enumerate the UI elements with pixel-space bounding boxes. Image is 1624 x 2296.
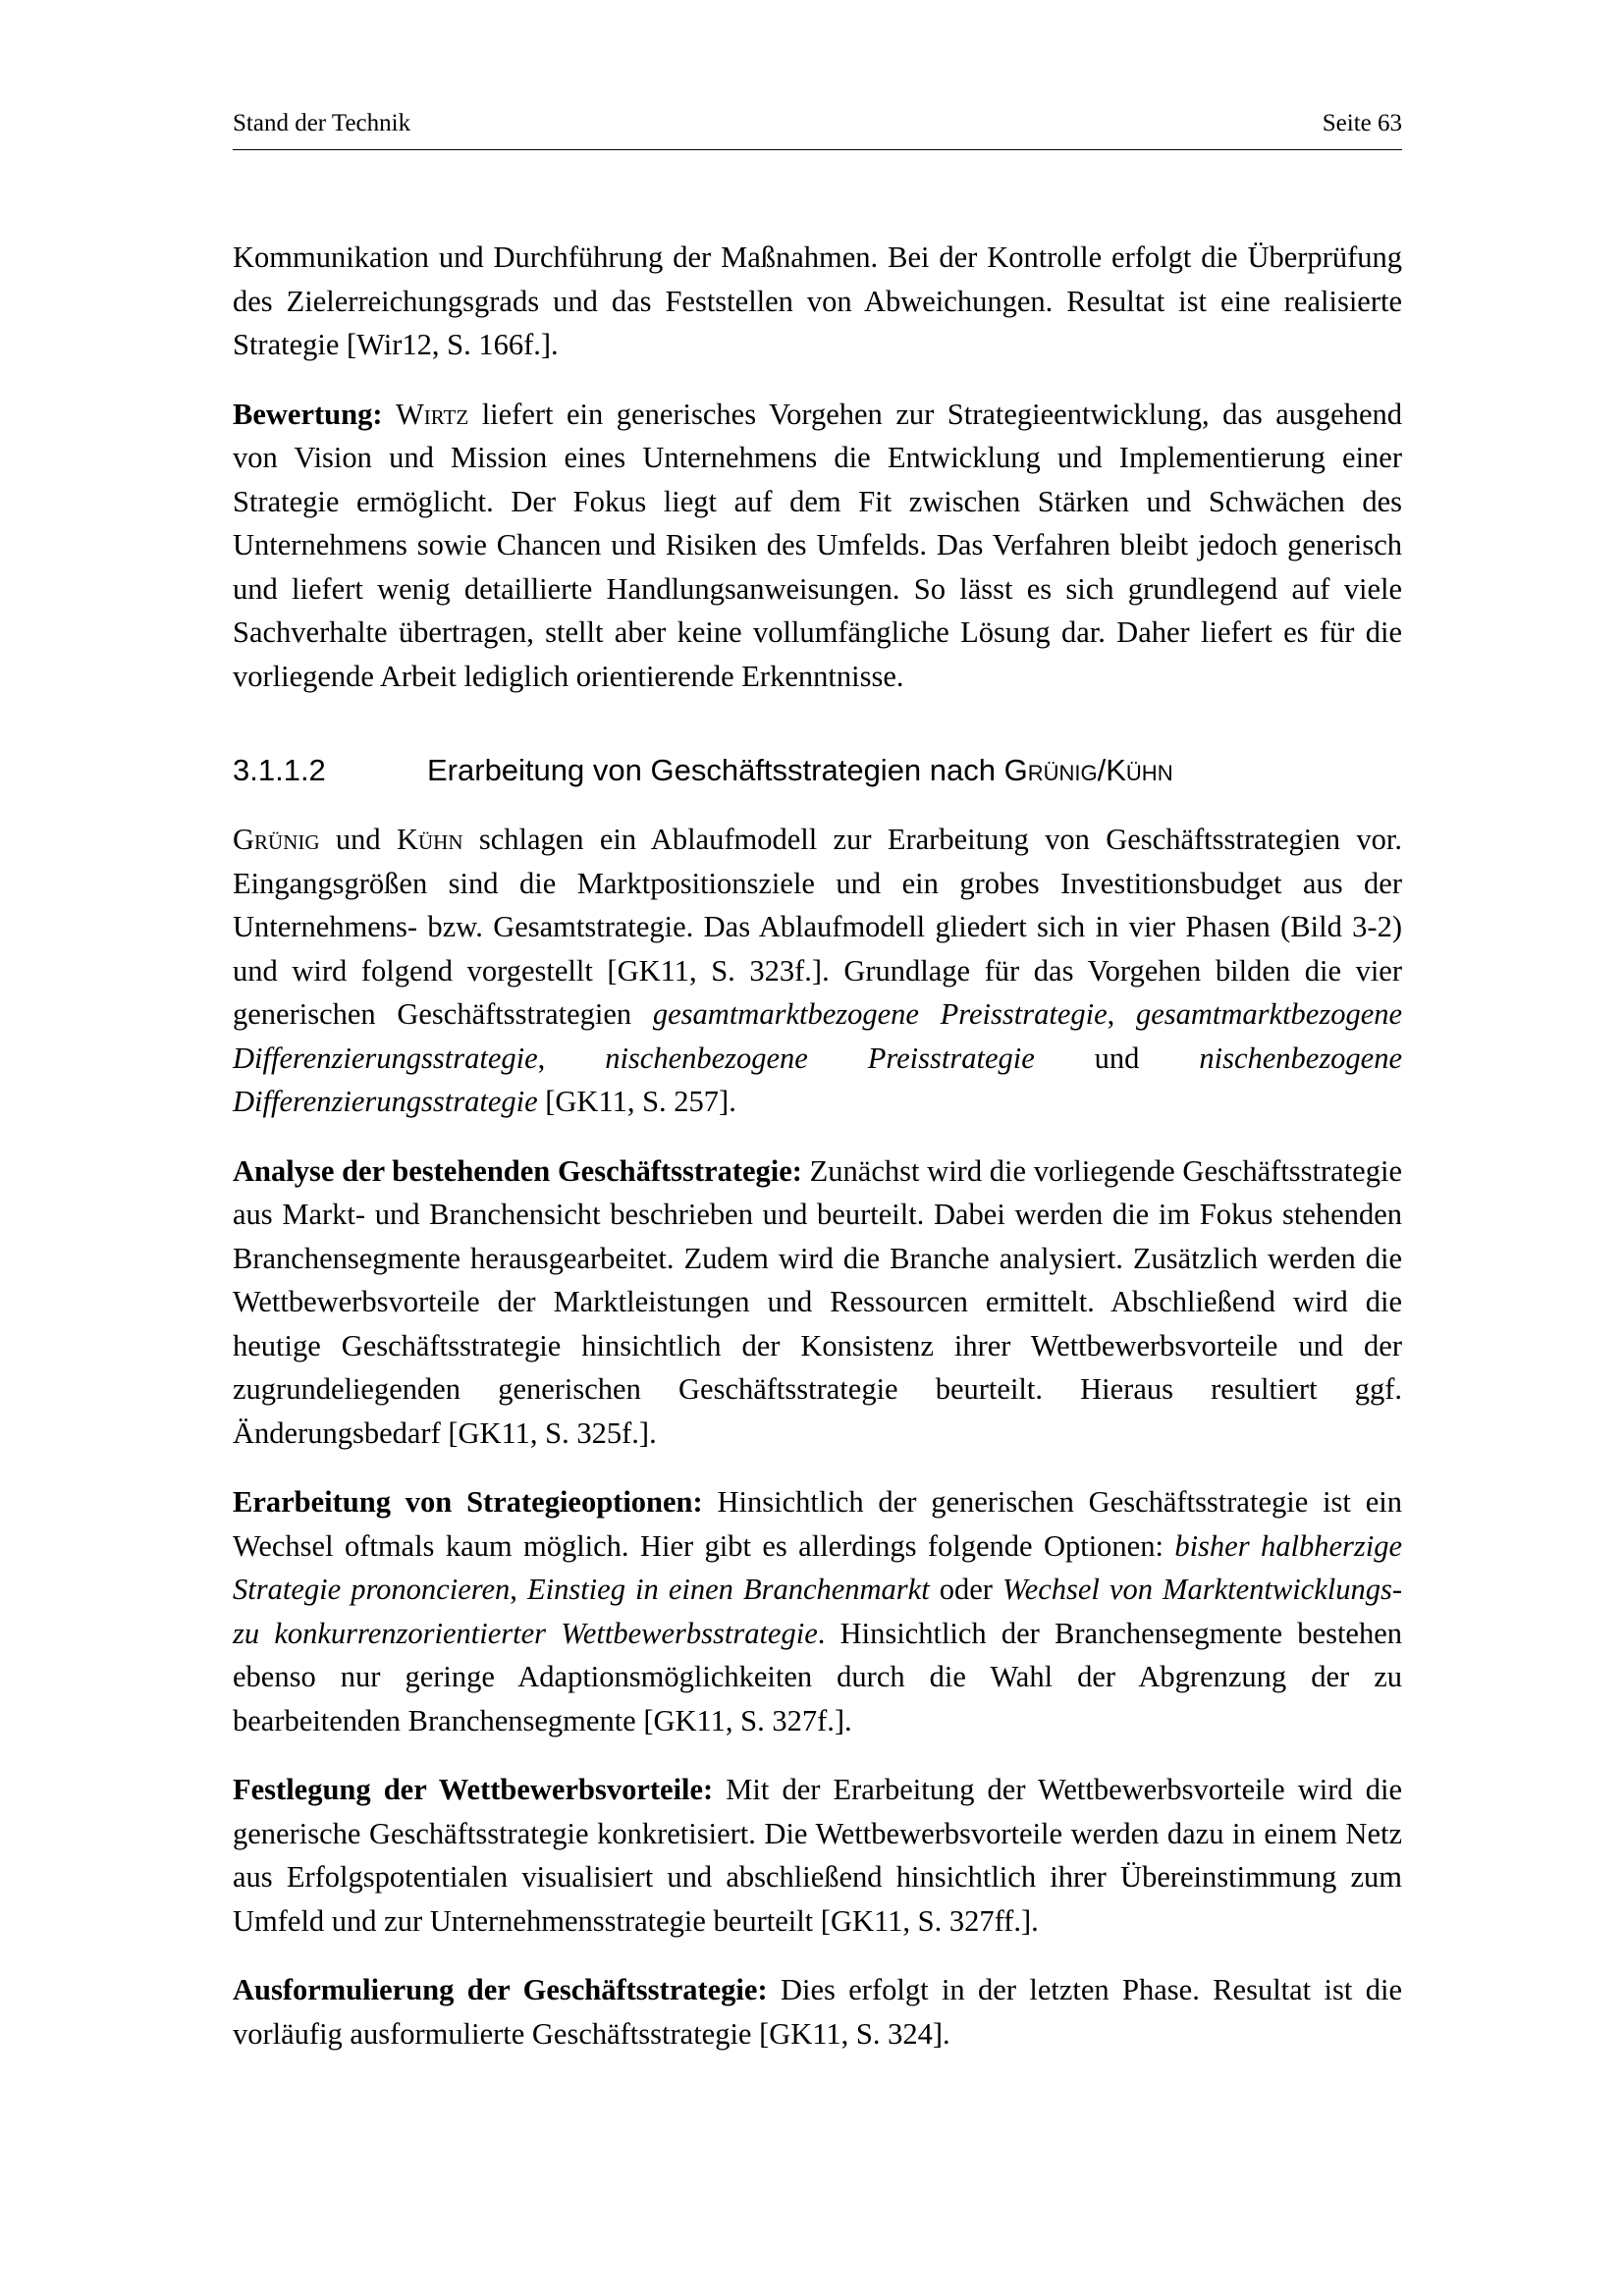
italic-term: nischenbezogene Preisstrategie <box>605 1041 1035 1075</box>
italic-term: gesamtmarktbezogene Preisstrategie <box>652 997 1108 1031</box>
paragraph-wettbewerbsvorteile <box>233 1768 1402 1943</box>
paragraph-text: Dies erfolgt in der letzten Phase. Resultat ist die vorläufig ausformulierte Geschäftsstrategie [GK11, S. 324]. <box>233 1973 1402 2051</box>
author-name: Wirtz <box>396 397 469 431</box>
italic-term: bisher halbherzige Strategie prononcieren <box>233 1528 1402 1606</box>
paragraph-ausformulierung <box>233 1968 1402 2056</box>
text-run: und <box>319 823 397 856</box>
paragraph-optionen <box>233 1480 1402 1742</box>
section-title: Erarbeitung von Geschäftsstrategien nach <box>427 753 1004 787</box>
text-run: . Hinsichtlich der Branchensegmente bestehen ebenso nur geringe Adaptionsmöglichkeiten durch die Wahl der Abgrenzung der zu bearbeitenden Branchensegmente [GK11, S. 327f.]. <box>233 1616 1403 1737</box>
page-header <box>233 110 1402 150</box>
paragraph-text: Kommunikation und Durchführung der Maßnahmen. Bei der Kontrolle erfolgt die Überprüfung des Zielerreichungsgrads und das Feststellen von Abweichungen. Resultat ist eine realisierte Strategie [Wir12, S. 166f.]. <box>233 240 1402 361</box>
running-title: Stand der Technik <box>233 110 411 136</box>
text-run: , <box>510 1573 527 1606</box>
text-run: , <box>537 1041 606 1075</box>
section-authors: Grünig/Kühn <box>1003 753 1173 787</box>
paragraph-continuation <box>233 236 1402 367</box>
text-run: Hinsichtlich der generischen Geschäftsstrategie ist ein Wechsel oftmals kaum möglich. Hier gibt es allerdings folgende Optionen: <box>233 1485 1402 1563</box>
text-run: schlagen ein Ablaufmodell zur Erarbeitung von Geschäftsstrategien vor. Eingangsgrößen sind die Marktpositionsziele und ein grobes Investitionsbudget aus der Unternehmens- bzw. Gesamtstrategie. Das Ablaufmodell gliedert sich in vier Phasen (Bild 3-2) und wird folgend vorgestellt [GK11, S. 323f.]. Grundlage für das Vorgehen bilden die vier generischen Geschäftsstrategien <box>233 823 1403 1031</box>
italic-term: Wechsel von Marktentwicklungs- zu konkurrenzorientierter Wettbewerbsstrategie <box>233 1573 1402 1650</box>
paragraph-label: Erarbeitung von Strategieoptionen: <box>233 1485 703 1519</box>
section-heading <box>233 749 1402 792</box>
paragraph-label: Bewertung: <box>233 397 383 431</box>
paragraph-analyse <box>233 1149 1402 1456</box>
section-number: 3.1.1.2 <box>233 753 326 787</box>
text-run: oder <box>929 1573 1003 1606</box>
paragraph-label: Analyse der bestehenden Geschäftsstrategie: <box>233 1153 802 1188</box>
text-run: und <box>1034 1041 1200 1075</box>
author-name: Kühn <box>396 823 463 856</box>
paragraph-label: Ausformulierung der Geschäftsstrategie: <box>233 1973 768 2006</box>
paragraph-text: Zunächst wird die vorliegende Geschäftsstrategie aus Markt- und Branchensicht beschrieben und beurteilt. Dabei werden die im Fokus stehenden Branchensegmente herausgearbeitet. Zudem wird die Branche analysiert. Zusätzlich werden die Wettbewerbsvorteile der Marktleistungen und Ressourcen ermittelt. Abschließend wird die heutige Geschäftsstrategie hinsichtlich der Konsistenz ihrer Wettbewerbsvorteile und der zugrundeliegenden generischen Geschäftsstrategie beurteilt. Hieraus resultiert ggf. Änderungsbedarf [GK11, S. 325f.]. <box>233 1153 1402 1450</box>
italic-term: gesamtmarktbezogene Differenzierungsstrategie <box>233 997 1403 1075</box>
paragraph-text: Mit der Erarbeitung der Wettbewerbsvorteile wird die generische Geschäftsstrategie konkretisiert. Die Wettbewerbsvorteile werden dazu in einem Netz aus Erfolgspotentialen visualisiert und abschließend hinsichtlich ihrer Übereinstimmung zum Umfeld und zur Unternehmensstrategie beurteilt [GK11, S. 327ff.]. <box>233 1773 1402 1938</box>
text-run: , <box>1107 997 1136 1031</box>
paragraph-text: liefert ein generisches Vorgehen zur Strategieentwicklung, das ausgehend von Vision und Mission eines Unternehmens die Entwicklung und Implementierung einer Strategie ermöglicht. Der Fokus liegt auf dem Fit zwischen Stärken und Schwächen des Unternehmens sowie Chancen und Risiken des Umfelds. Das Verfahren bleibt jedoch generisch und liefert wenig detaillierte Handlungsanweisungen. So lässt es sich grundlegend auf viele Sachverhalte übertragen, stellt aber keine vollumfängliche Lösung dar. Daher liefert es für die vorliegende Arbeit lediglich orientierende Erkenntnisse. <box>233 397 1402 693</box>
paragraph-bewertung <box>233 393 1402 699</box>
page-number: Seite 63 <box>1322 110 1402 136</box>
page-body <box>233 236 1402 2081</box>
text-run: [GK11, S. 257]. <box>537 1085 736 1118</box>
italic-term: nischenbezogene Differenzierungsstrategie <box>233 1041 1403 1118</box>
paragraph-label: Festlegung der Wettbewerbsvorteile: <box>233 1773 714 1806</box>
paragraph-intro <box>233 818 1402 1124</box>
author-name: Grünig <box>233 823 320 856</box>
italic-term: Einstieg in einen Branchenmarkt <box>526 1573 930 1606</box>
